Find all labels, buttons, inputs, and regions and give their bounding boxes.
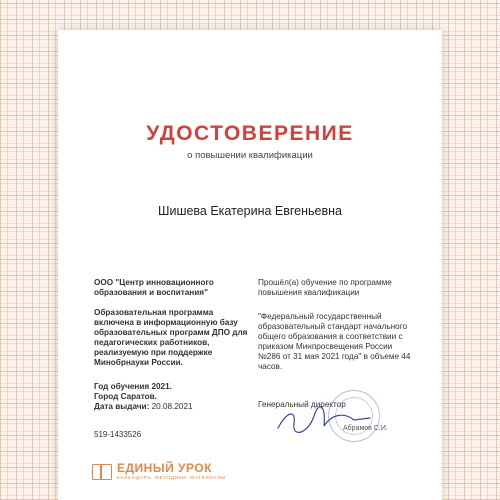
issue-date-value: 20.08.2021 [151,402,193,411]
brand-logo [92,462,226,481]
city: Город Саратов. [94,392,157,401]
completion-statement: Прошёл(а) обучение по программе повышения квалификации [258,278,392,297]
logo-name: ЕДИНЫЙ УРОК [117,461,213,475]
issue-date-label: Дата выдачи: [94,402,150,411]
certificate [58,30,442,500]
study-year: Год обучения 2021. [94,382,172,391]
registration-number: 519-1433526 [94,430,142,439]
certificate-subtitle: о повышении квалификации [187,150,313,161]
program-name: "Федеральный государственный образовательный стандарт начального общего образования в соответствии с приказом Минпросвещения России №286 от 31 мая 2021 года" в объеме 44 часов. [258,312,411,371]
recipient-name: Шишева Екатерина Евгеньевна [158,204,342,218]
logo-tagline: КАЛЕНДАРЬ. МЕТОДИКИ. МАТЕРИАЛЫ [117,476,226,481]
organization-name: ООО "Центр инновационного образования и воспитания" [94,278,214,297]
issue-date [94,402,254,412]
director-title: Генеральный директор [258,400,346,409]
certificate-title: УДОСТОВЕРЕНИЕ [146,122,354,145]
left-column [94,278,254,440]
program-note: Образовательная программа включена в информационную базу образовательных программ ДПО для педагогических работников, реализуемую при поддержке Минобрнауки России. [94,308,248,367]
director-name: Абрамов С.И. [343,425,388,432]
right-column [258,278,416,410]
book-icon [92,464,112,480]
